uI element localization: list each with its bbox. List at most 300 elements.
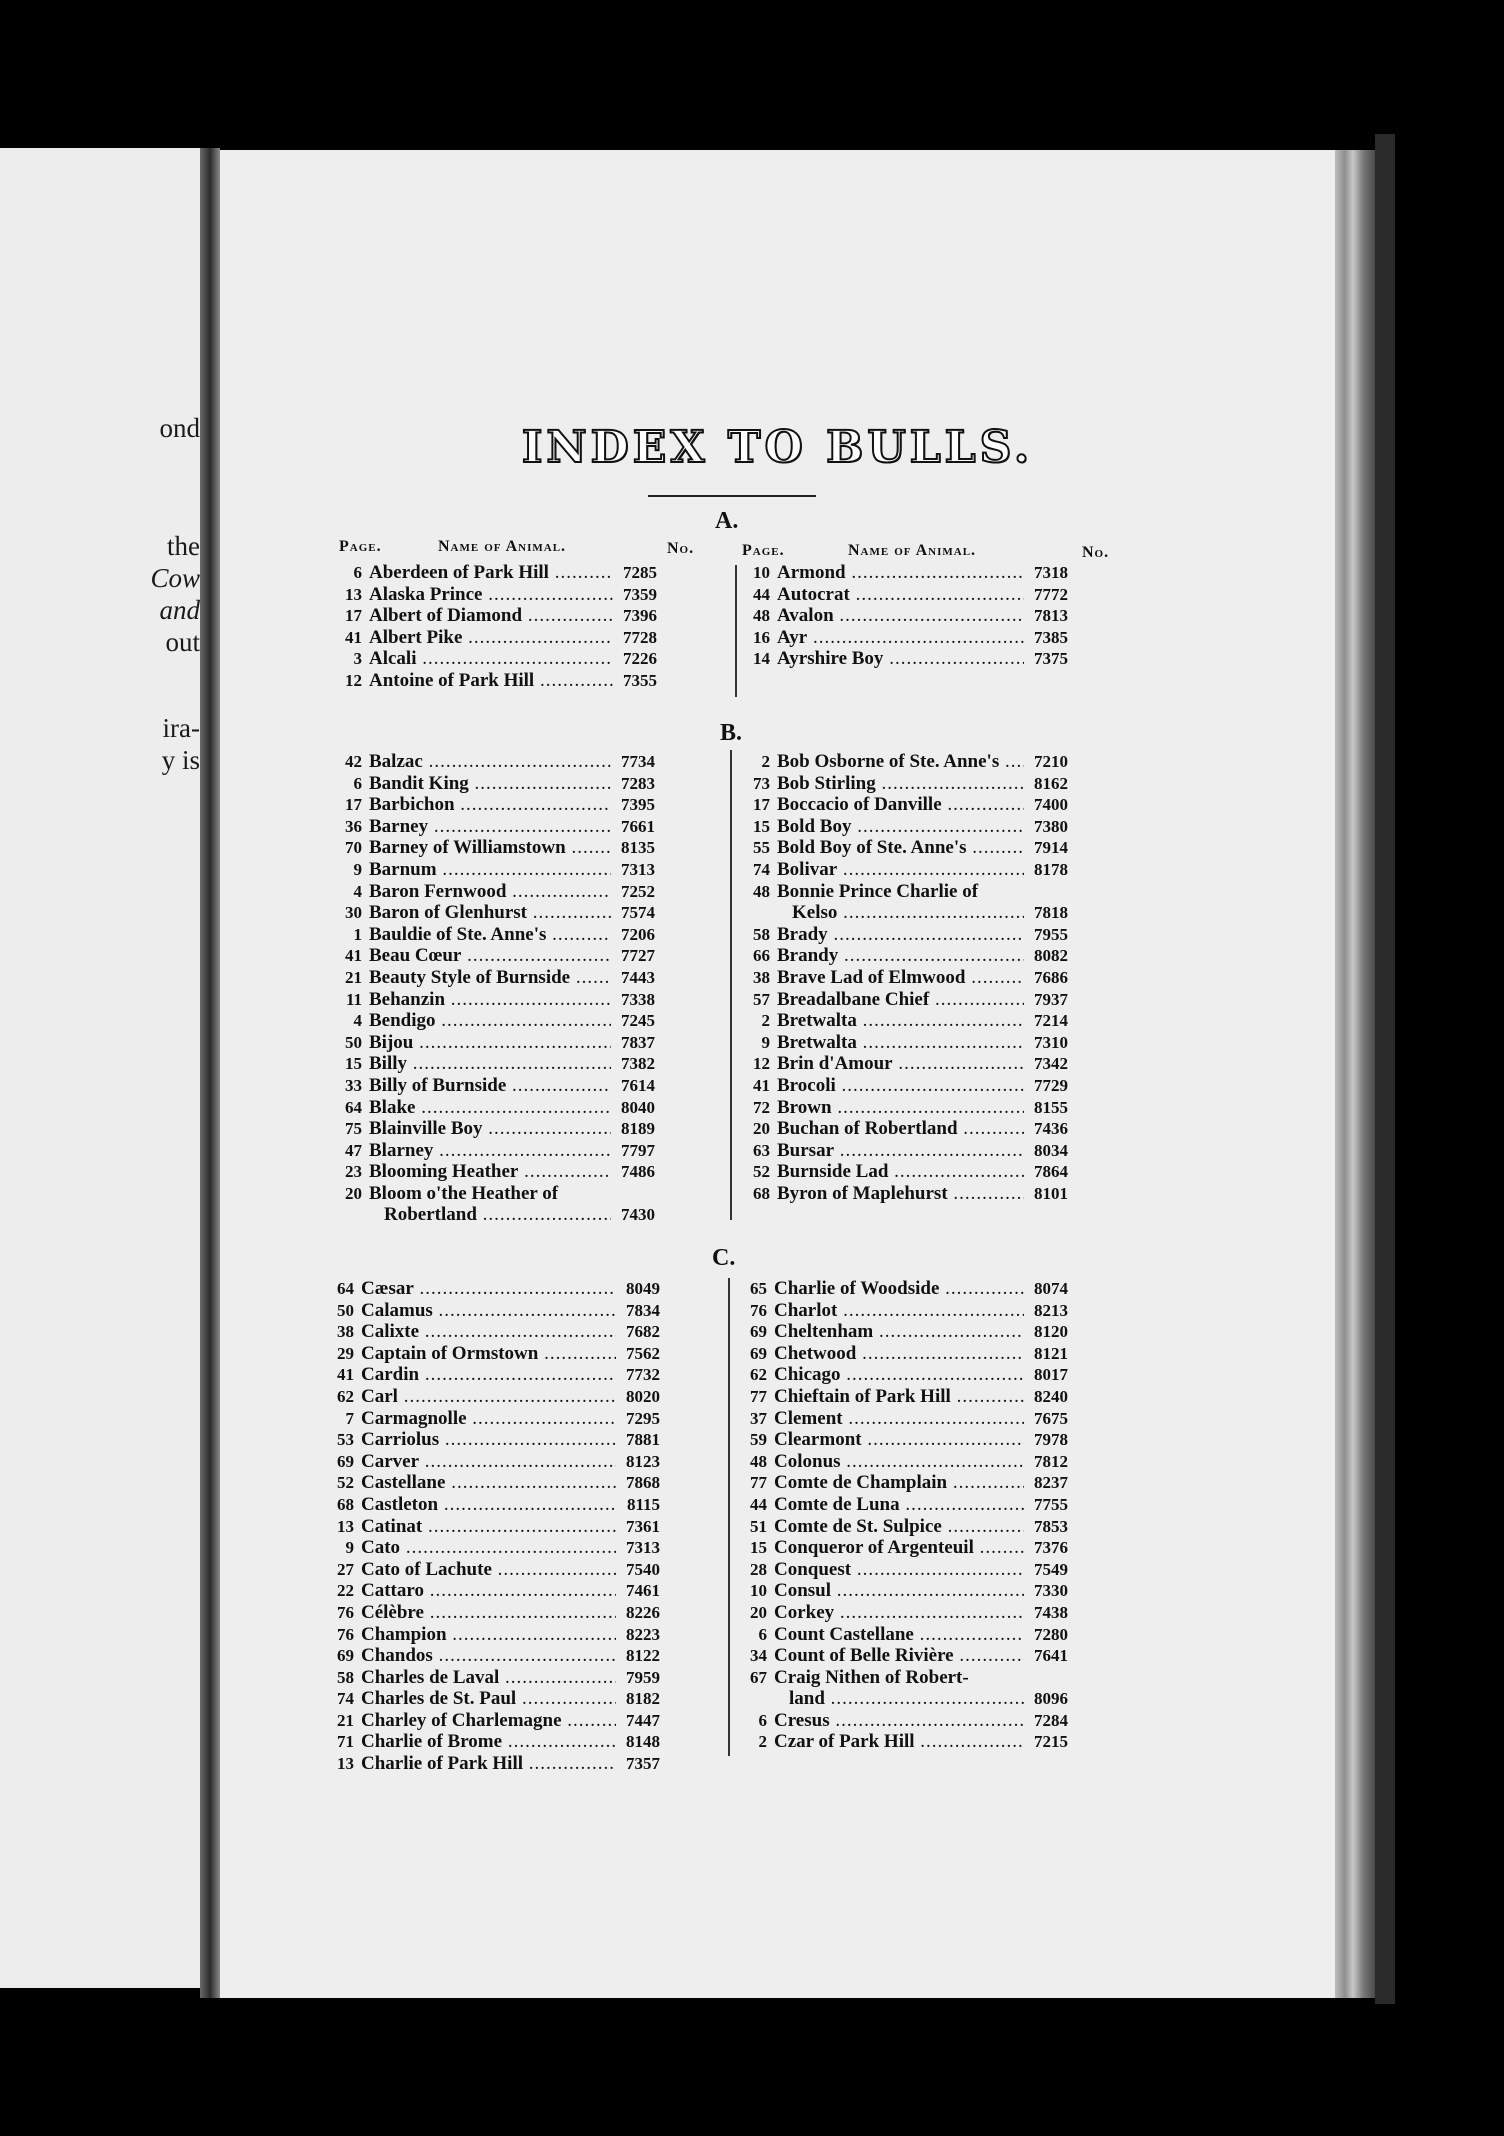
entry-page: 15 bbox=[753, 816, 770, 836]
entry-number: 7812 bbox=[1034, 1451, 1068, 1471]
section-letter: C. bbox=[712, 1245, 736, 1271]
index-entry bbox=[740, 794, 1078, 816]
entry-name: Blarney ..... bbox=[369, 1140, 611, 1162]
entry-page: 48 bbox=[753, 881, 770, 901]
entry-number: 7813 bbox=[1034, 606, 1068, 626]
index-entry bbox=[740, 1032, 1078, 1054]
entry-page: 23 bbox=[345, 1162, 362, 1182]
entry-number: 7562 bbox=[626, 1343, 660, 1363]
entry-number: 7214 bbox=[1034, 1011, 1068, 1031]
index-entry bbox=[324, 1429, 670, 1451]
index-entry bbox=[324, 1688, 670, 1710]
entry-page: 41 bbox=[345, 627, 362, 647]
entry-number: 7310 bbox=[1034, 1032, 1068, 1052]
index-entry bbox=[737, 1429, 1078, 1451]
entry-page: 10 bbox=[750, 1581, 767, 1601]
entry-number: 7430 bbox=[621, 1205, 655, 1225]
entry-name: Buchan of Robertland ..... bbox=[777, 1118, 1024, 1140]
entry-name: Bold Boy ..... bbox=[777, 816, 1024, 838]
entry-page: 6 bbox=[758, 1710, 767, 1730]
entry-page: 64 bbox=[337, 1279, 354, 1298]
index-entry bbox=[740, 967, 1078, 989]
entry-number: 8155 bbox=[1034, 1097, 1068, 1117]
index-entry bbox=[332, 627, 667, 649]
title-rule bbox=[648, 495, 816, 497]
entry-number: 7686 bbox=[1034, 967, 1068, 987]
index-entry bbox=[332, 648, 667, 670]
entry-name: Comte de Luna ..... bbox=[774, 1494, 1024, 1516]
entry-name: Bijou ..... bbox=[369, 1032, 611, 1054]
entry-page: 65 bbox=[750, 1279, 767, 1298]
entry-page: 2 bbox=[758, 1732, 767, 1752]
entry-number: 7732 bbox=[626, 1365, 660, 1385]
entry-number: 8034 bbox=[1034, 1140, 1068, 1160]
entry-page: 73 bbox=[753, 773, 770, 793]
entry-name: Bob Stirling ..... bbox=[777, 773, 1024, 795]
entry-number: 7284 bbox=[1034, 1710, 1068, 1730]
entry-name: Carmagnolle ..... bbox=[361, 1408, 616, 1430]
entry-number: 8182 bbox=[626, 1689, 660, 1709]
entry-name: Czar of Park Hill ..... bbox=[774, 1731, 1024, 1753]
entry-number: 7396 bbox=[623, 606, 657, 626]
entry-number: 8101 bbox=[1034, 1183, 1068, 1203]
entry-number: 7245 bbox=[621, 1011, 655, 1031]
entry-name: Robertland ..... bbox=[384, 1204, 611, 1226]
entry-page: 9 bbox=[353, 859, 362, 879]
entry-name: Bonnie Prince Charlie of bbox=[777, 880, 979, 902]
entry-page: 4 bbox=[353, 1011, 362, 1031]
entry-page: 69 bbox=[337, 1646, 354, 1666]
entry-number: 7252 bbox=[621, 881, 655, 901]
entry-name: land ..... bbox=[789, 1688, 1024, 1710]
index-entry bbox=[740, 605, 1078, 627]
entry-name: Charlie of Woodside ..... bbox=[774, 1278, 1024, 1300]
entry-page: 76 bbox=[750, 1300, 767, 1320]
entry-name: Antoine of Park Hill ..... bbox=[369, 670, 613, 692]
index-entry bbox=[740, 989, 1078, 1011]
entry-name: Calixte ..... bbox=[361, 1321, 616, 1343]
entry-page: 51 bbox=[750, 1516, 767, 1536]
column-divider bbox=[735, 565, 737, 697]
entry-name: Bretwalta ..... bbox=[777, 1010, 1024, 1032]
entry-number: 7313 bbox=[621, 859, 655, 879]
entry-name: Count of Belle Rivière ..... bbox=[774, 1645, 1024, 1667]
index-entry bbox=[332, 967, 665, 989]
entry-name: Castellane ..... bbox=[361, 1472, 616, 1494]
entry-page: 48 bbox=[753, 606, 770, 626]
entry-number: 7959 bbox=[626, 1667, 660, 1687]
entry-number: 8115 bbox=[626, 1494, 660, 1514]
entry-name: Blainville Boy ..... bbox=[369, 1118, 611, 1140]
index-entry bbox=[740, 924, 1078, 946]
index-entry bbox=[332, 1032, 665, 1054]
entry-number: 7342 bbox=[1034, 1054, 1068, 1074]
entry-number: 8074 bbox=[1034, 1279, 1068, 1298]
entry-page: 33 bbox=[345, 1075, 362, 1095]
entry-page: 66 bbox=[753, 946, 770, 966]
entry-page: 13 bbox=[345, 584, 362, 604]
entry-number: 8135 bbox=[621, 838, 655, 858]
entry-number: 7837 bbox=[621, 1032, 655, 1052]
entry-name: Blake ..... bbox=[369, 1097, 611, 1119]
section-letter: B. bbox=[720, 720, 743, 746]
entry-name: Armond ..... bbox=[777, 562, 1024, 584]
entry-name: Bob Osborne of Ste. Anne's ..... bbox=[777, 751, 1024, 773]
book-cover-edge bbox=[1375, 134, 1395, 2004]
index-entry bbox=[332, 1161, 665, 1183]
index-entry bbox=[332, 1075, 665, 1097]
entry-name: Cæsar ..... bbox=[361, 1278, 616, 1300]
entry-number: 7727 bbox=[621, 946, 655, 966]
index-entry bbox=[737, 1321, 1078, 1343]
entry-name: Cattaro ..... bbox=[361, 1580, 616, 1602]
index-entry bbox=[324, 1300, 670, 1322]
entry-number: 7447 bbox=[626, 1710, 660, 1730]
entry-page: 41 bbox=[345, 946, 362, 966]
index-column-right bbox=[740, 562, 1078, 670]
entry-number: 7864 bbox=[1034, 1162, 1068, 1182]
entry-name: Charles de St. Paul ..... bbox=[361, 1688, 616, 1710]
entry-name: Bauldie of Ste. Anne's ..... bbox=[369, 924, 611, 946]
entry-name: Carver ..... bbox=[361, 1451, 616, 1473]
entry-number: 7375 bbox=[1034, 649, 1068, 669]
entry-page: 52 bbox=[337, 1473, 354, 1493]
entry-number: 7395 bbox=[621, 795, 655, 815]
index-entry bbox=[740, 751, 1078, 773]
entry-number: 7215 bbox=[1034, 1732, 1068, 1752]
entry-page: 50 bbox=[345, 1032, 362, 1052]
index-entry bbox=[324, 1451, 670, 1473]
entry-number: 8223 bbox=[626, 1624, 660, 1644]
entry-name: Barney ..... bbox=[369, 816, 611, 838]
entry-number: 8096 bbox=[1034, 1689, 1068, 1709]
index-entry bbox=[332, 1140, 665, 1162]
entry-number: 7978 bbox=[1034, 1430, 1068, 1450]
index-entry bbox=[737, 1494, 1078, 1516]
left-fragment: ira- bbox=[162, 713, 200, 743]
entry-number: 7285 bbox=[623, 563, 657, 582]
entry-name: Cresus ..... bbox=[774, 1710, 1024, 1732]
entry-page: 27 bbox=[337, 1559, 354, 1579]
index-entry bbox=[740, 627, 1078, 649]
entry-page: 36 bbox=[345, 816, 362, 836]
index-column-left bbox=[332, 562, 667, 692]
entry-name: Chicago ..... bbox=[774, 1364, 1024, 1386]
index-entry bbox=[737, 1386, 1078, 1408]
entry-name: Bendigo ..... bbox=[369, 1010, 611, 1032]
entry-name: Bandit King ..... bbox=[369, 773, 611, 795]
entry-name: Corkey ..... bbox=[774, 1602, 1024, 1624]
entry-name: Castleton ..... bbox=[361, 1494, 616, 1516]
entry-name: Chieftain of Park Hill ..... bbox=[774, 1386, 1024, 1408]
entry-name: Baron Fernwood ..... bbox=[369, 881, 611, 903]
index-entry bbox=[324, 1386, 670, 1408]
left-fragment: out bbox=[165, 627, 200, 657]
index-entry bbox=[737, 1688, 1078, 1710]
index-entry bbox=[332, 1010, 665, 1032]
entry-name: Billy of Burnside ..... bbox=[369, 1075, 611, 1097]
index-entry bbox=[324, 1667, 670, 1689]
entry-page: 72 bbox=[753, 1097, 770, 1117]
index-entry bbox=[737, 1731, 1078, 1753]
entry-number: 7380 bbox=[1034, 816, 1068, 836]
entry-page: 75 bbox=[345, 1119, 362, 1139]
entry-page: 3 bbox=[353, 649, 362, 669]
entry-page: 15 bbox=[750, 1538, 767, 1558]
entry-page: 37 bbox=[750, 1408, 767, 1428]
entry-name: Clearmont ..... bbox=[774, 1429, 1024, 1451]
entry-page: 12 bbox=[345, 670, 362, 690]
entry-number: 7853 bbox=[1034, 1516, 1068, 1536]
entry-number: 8226 bbox=[626, 1602, 660, 1622]
entry-name: Charlie of Brome ..... bbox=[361, 1731, 616, 1753]
index-entry bbox=[740, 945, 1078, 967]
entry-name: Catinat ..... bbox=[361, 1516, 616, 1538]
entry-number: 7361 bbox=[626, 1516, 660, 1536]
entry-page: 7 bbox=[345, 1408, 354, 1428]
index-entry bbox=[332, 816, 665, 838]
entry-number: 7834 bbox=[626, 1300, 660, 1320]
index-entry bbox=[332, 1053, 665, 1075]
entry-name: Baron of Glenhurst ..... bbox=[369, 902, 611, 924]
index-entry bbox=[332, 1118, 665, 1140]
index-entry bbox=[332, 751, 665, 773]
entry-name: Bloom o'the Heather of bbox=[369, 1182, 559, 1204]
entry-name: Balzac ..... bbox=[369, 751, 611, 773]
entry-name: Autocrat ..... bbox=[777, 584, 1024, 606]
entry-name: Charles de Laval ..... bbox=[361, 1667, 616, 1689]
entry-page: 62 bbox=[750, 1365, 767, 1385]
index-entry bbox=[740, 881, 1078, 903]
entry-page: 13 bbox=[337, 1516, 354, 1536]
entry-page: 77 bbox=[750, 1473, 767, 1493]
entry-name: Avalon ..... bbox=[777, 605, 1024, 627]
entry-name: Clement ..... bbox=[774, 1408, 1024, 1430]
index-entry bbox=[324, 1645, 670, 1667]
entry-number: 7400 bbox=[1034, 795, 1068, 815]
entry-number: 7461 bbox=[626, 1581, 660, 1601]
entry-name: Ayrshire Boy ..... bbox=[777, 648, 1024, 670]
entry-number: 7574 bbox=[621, 903, 655, 923]
entry-name: Colonus ..... bbox=[774, 1451, 1024, 1473]
entry-number: 8020 bbox=[626, 1386, 660, 1406]
entry-number: 7614 bbox=[621, 1075, 655, 1095]
header-no-left: No. bbox=[667, 540, 695, 557]
left-fragment: Cow bbox=[150, 563, 200, 593]
entry-number: 7438 bbox=[1034, 1602, 1068, 1622]
entry-page: 16 bbox=[753, 627, 770, 647]
entry-page: 17 bbox=[753, 795, 770, 815]
index-entry bbox=[737, 1472, 1078, 1494]
entry-page: 12 bbox=[753, 1054, 770, 1074]
entry-name: Aberdeen of Park Hill ..... bbox=[369, 562, 613, 584]
entry-number: 7355 bbox=[623, 670, 657, 690]
index-entry bbox=[740, 1075, 1078, 1097]
entry-number: 8049 bbox=[626, 1279, 660, 1298]
index-entry bbox=[332, 794, 665, 816]
entry-name: Conqueror of Argenteuil ..... bbox=[774, 1537, 1024, 1559]
entry-name: Burnside Lad ..... bbox=[777, 1161, 1024, 1183]
entry-page: 70 bbox=[345, 838, 362, 858]
entry-name: Albert of Diamond ..... bbox=[369, 605, 613, 627]
entry-page: 59 bbox=[750, 1430, 767, 1450]
entry-page: 52 bbox=[753, 1162, 770, 1182]
entry-name: Champion ..... bbox=[361, 1624, 616, 1646]
entry-number: 7797 bbox=[621, 1140, 655, 1160]
entry-name: Blooming Heather ..... bbox=[369, 1161, 611, 1183]
entry-number: 7359 bbox=[623, 584, 657, 604]
entry-name: Billy ..... bbox=[369, 1053, 611, 1075]
entry-page: 69 bbox=[337, 1451, 354, 1471]
index-entry bbox=[332, 1183, 665, 1205]
entry-name: Boccacio of Danville ..... bbox=[777, 794, 1024, 816]
entry-page: 58 bbox=[337, 1667, 354, 1687]
entry-page: 2 bbox=[761, 752, 770, 771]
entry-number: 7675 bbox=[1034, 1408, 1068, 1428]
entry-number: 7382 bbox=[621, 1054, 655, 1074]
entry-number: 8121 bbox=[1034, 1343, 1068, 1363]
header-page-left: Page. bbox=[339, 538, 382, 555]
index-entry bbox=[740, 1140, 1078, 1162]
index-entry bbox=[324, 1731, 670, 1753]
entry-number: 7728 bbox=[623, 627, 657, 647]
entry-name: Beauty Style of Burnside ..... bbox=[369, 967, 611, 989]
entry-page: 11 bbox=[345, 989, 362, 1009]
entry-page: 42 bbox=[345, 752, 362, 771]
entry-page: 58 bbox=[753, 924, 770, 944]
entry-page: 64 bbox=[345, 1097, 362, 1117]
index-entry bbox=[740, 1161, 1078, 1183]
entry-page: 22 bbox=[337, 1581, 354, 1601]
entry-page: 74 bbox=[337, 1689, 354, 1709]
entry-number: 7313 bbox=[626, 1538, 660, 1558]
entry-number: 7734 bbox=[621, 752, 655, 771]
entry-name: Carl ..... bbox=[361, 1386, 616, 1408]
entry-page: 71 bbox=[337, 1732, 354, 1752]
entry-page: 68 bbox=[337, 1494, 354, 1514]
entry-number: 7210 bbox=[1034, 752, 1068, 771]
entry-number: 7881 bbox=[626, 1430, 660, 1450]
entry-page: 69 bbox=[750, 1343, 767, 1363]
entry-name: Comte de Champlain ..... bbox=[774, 1472, 1024, 1494]
entry-number: 7772 bbox=[1034, 584, 1068, 604]
index-entry bbox=[332, 945, 665, 967]
index-entry bbox=[332, 605, 667, 627]
index-entry bbox=[737, 1559, 1078, 1581]
entry-name: Alaska Prince ..... bbox=[369, 584, 613, 606]
column-divider bbox=[728, 1278, 730, 1756]
index-entry bbox=[324, 1753, 670, 1775]
entry-name: Brin d'Amour ..... bbox=[777, 1053, 1024, 1075]
index-entry bbox=[737, 1667, 1078, 1689]
index-entry bbox=[737, 1537, 1078, 1559]
entry-page: 17 bbox=[345, 795, 362, 815]
entry-name: Brave Lad of Elmwood ..... bbox=[777, 967, 1024, 989]
entry-name: Cato ..... bbox=[361, 1537, 616, 1559]
entry-page: 76 bbox=[337, 1602, 354, 1622]
section-letter: A. bbox=[715, 508, 739, 534]
entry-number: 8162 bbox=[1034, 773, 1068, 793]
entry-number: 7818 bbox=[1034, 903, 1068, 923]
entry-page: 1 bbox=[353, 924, 362, 944]
entry-name: Ayr ..... bbox=[777, 627, 1024, 649]
entry-number: 8017 bbox=[1034, 1365, 1068, 1385]
index-entry bbox=[740, 648, 1078, 670]
header-name-left: Name of Animal. bbox=[438, 538, 567, 555]
index-entry bbox=[740, 562, 1078, 584]
entry-page: 20 bbox=[345, 1183, 362, 1203]
entry-page: 53 bbox=[337, 1430, 354, 1450]
index-entry bbox=[324, 1364, 670, 1386]
index-entry bbox=[332, 859, 665, 881]
entry-name: Bretwalta ..... bbox=[777, 1032, 1024, 1054]
index-entry bbox=[324, 1494, 670, 1516]
index-entry bbox=[324, 1321, 670, 1343]
entry-name: Cato of Lachute ..... bbox=[361, 1559, 616, 1581]
entry-name: Carriolus ..... bbox=[361, 1429, 616, 1451]
index-entry bbox=[737, 1451, 1078, 1473]
entry-number: 8040 bbox=[621, 1097, 655, 1117]
entry-name: Barbichon ..... bbox=[369, 794, 611, 816]
entry-number: 7376 bbox=[1034, 1538, 1068, 1558]
entry-number: 8082 bbox=[1034, 946, 1068, 966]
entry-number: 7549 bbox=[1034, 1559, 1068, 1579]
index-entry bbox=[332, 773, 665, 795]
entry-number: 7486 bbox=[621, 1162, 655, 1182]
index-entry bbox=[324, 1516, 670, 1538]
entry-number: 7914 bbox=[1034, 838, 1068, 858]
entry-page: 4 bbox=[353, 881, 362, 901]
index-entry bbox=[332, 670, 667, 692]
entry-page: 14 bbox=[753, 649, 770, 669]
entry-page: 30 bbox=[345, 903, 362, 923]
index-entry bbox=[740, 1097, 1078, 1119]
entry-page: 63 bbox=[753, 1140, 770, 1160]
index-entry bbox=[324, 1278, 670, 1300]
index-entry bbox=[740, 1118, 1078, 1140]
index-entry bbox=[324, 1602, 670, 1624]
index-column-right bbox=[737, 1278, 1078, 1753]
index-column-left bbox=[324, 1278, 670, 1775]
entry-page: 9 bbox=[345, 1538, 354, 1558]
header-no-right: No. bbox=[1082, 544, 1110, 561]
index-entry bbox=[332, 837, 665, 859]
index-entry bbox=[332, 1204, 665, 1226]
entry-number: 8123 bbox=[626, 1451, 660, 1471]
index-page bbox=[220, 150, 1335, 1998]
index-entry bbox=[324, 1408, 670, 1430]
entry-number: 8178 bbox=[1034, 859, 1068, 879]
index-entry bbox=[737, 1300, 1078, 1322]
index-entry bbox=[332, 584, 667, 606]
index-entry bbox=[737, 1278, 1078, 1300]
entry-number: 7330 bbox=[1034, 1581, 1068, 1601]
entry-name: Bold Boy of Ste. Anne's ..... bbox=[777, 837, 1024, 859]
entry-page: 28 bbox=[750, 1559, 767, 1579]
entry-number: 7206 bbox=[621, 924, 655, 944]
index-entry bbox=[332, 989, 665, 1011]
entry-number: 7318 bbox=[1034, 563, 1068, 582]
entry-page: 41 bbox=[337, 1365, 354, 1385]
entry-number: 7295 bbox=[626, 1408, 660, 1428]
entry-page: 55 bbox=[753, 838, 770, 858]
entry-number: 8148 bbox=[626, 1732, 660, 1752]
entry-number: 7385 bbox=[1034, 627, 1068, 647]
entry-name: Alcali ..... bbox=[369, 648, 613, 670]
entry-name: Cardin ..... bbox=[361, 1364, 616, 1386]
index-entry bbox=[737, 1516, 1078, 1538]
entry-page: 50 bbox=[337, 1300, 354, 1320]
